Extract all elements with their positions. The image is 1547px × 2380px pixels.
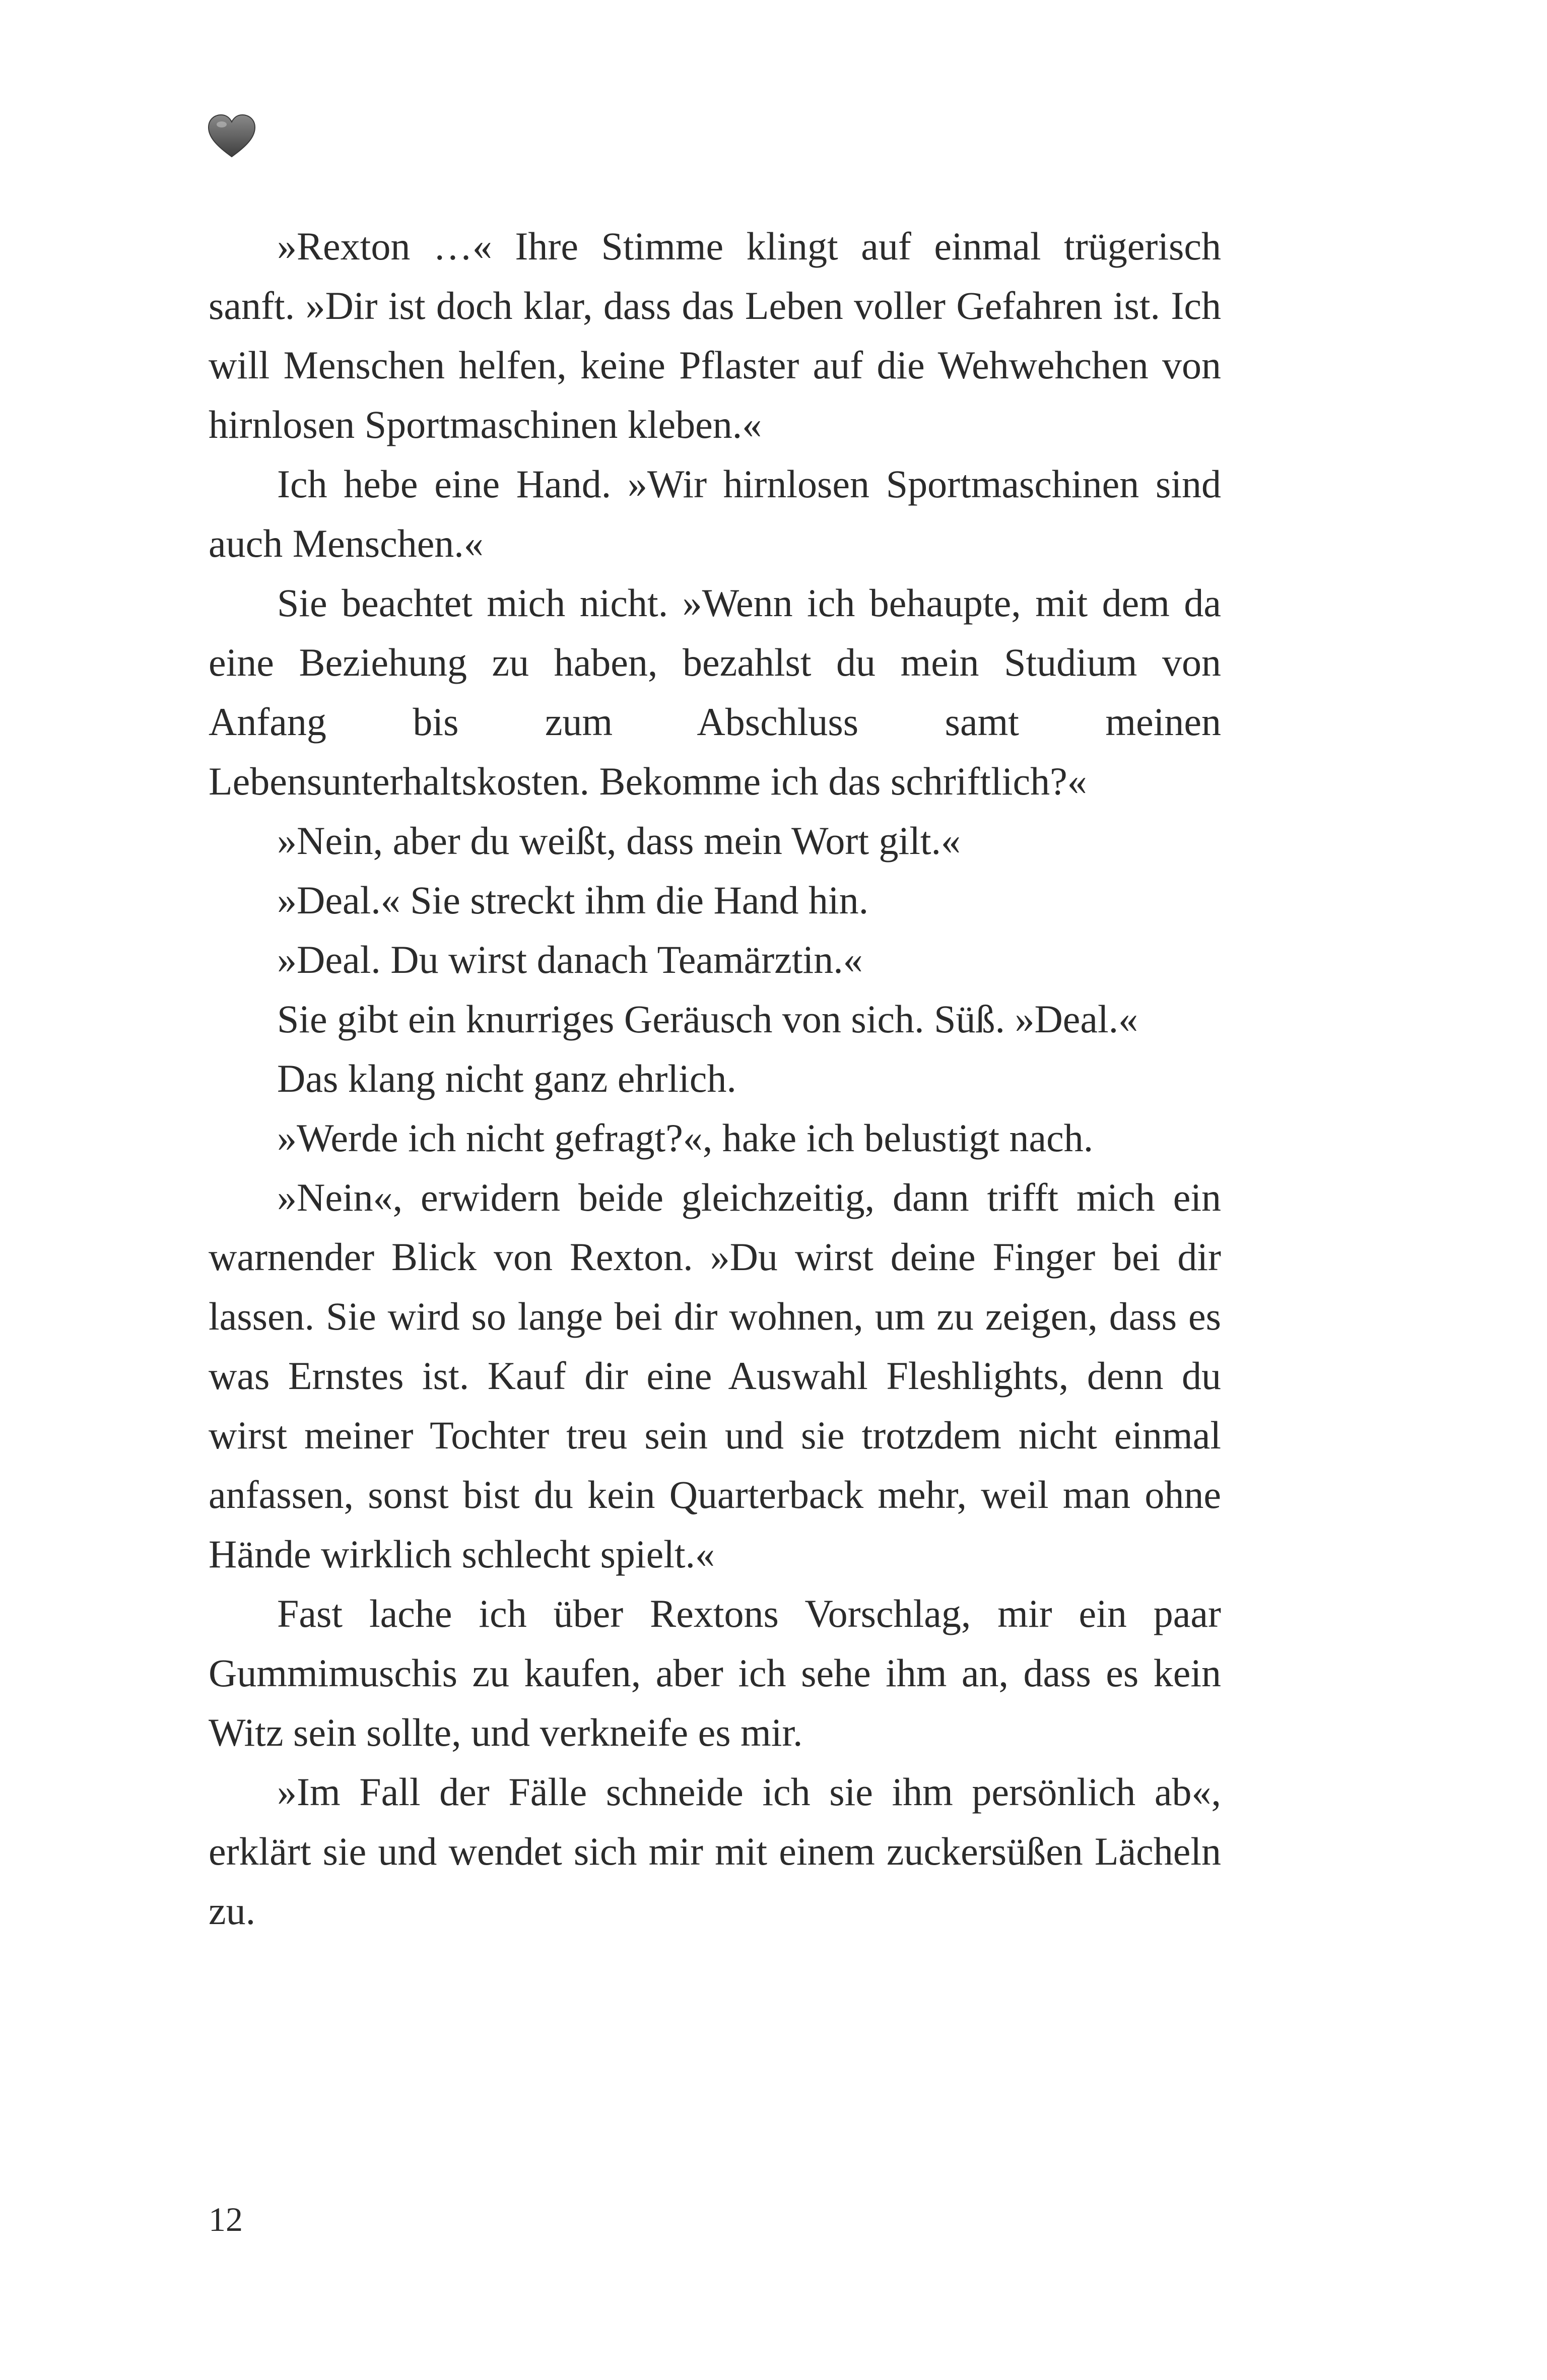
body-text — [209, 217, 1221, 1941]
paragraph: Ich hebe eine Hand. »Wir hirnlosen Sportmaschinen sind auch Menschen.« — [209, 462, 1221, 565]
paragraph: »Nein, aber du weißt, dass mein Wort gilt.« — [277, 819, 961, 863]
paragraph: Sie beachtet mich nicht. »Wenn ich behaupte, mit dem da eine Beziehung zu haben, bezahlst du mein Studium von Anfang bis zum Abschluss samt meinen Lebensunterhaltskosten. Bekomme ich das schriftlich?« — [209, 581, 1221, 803]
paragraph: »Werde ich nicht gefragt?«, hake ich belustigt nach. — [277, 1116, 1094, 1160]
paragraph: Sie gibt ein knurriges Geräusch von sich. Süß. »Deal.« — [277, 997, 1138, 1041]
paragraph: »Nein«, erwidern beide gleichzeitig, dann trifft mich ein warnender Blick von Rexton. »Du wirst deine Finger bei dir lassen. Sie wird so lange bei dir wohnen, um zu zeigen, dass es was Ernstes ist. Kauf dir eine Auswahl Fleshlights, denn du wirst meiner Tochter treu sein und sie trotzdem nicht einmal anfassen, sonst bist du kein Quarterback mehr, weil man ohne Hände wirklich schlecht spielt.« — [209, 1175, 1221, 1576]
paragraph: Das klang nicht ganz ehrlich. — [277, 1056, 736, 1100]
heart-icon — [207, 113, 257, 159]
paragraph: »Im Fall der Fälle schneide ich sie ihm persönlich ab«, erklärt sie und wendet sich mir mit einem zuckersüßen Lächeln zu. — [209, 1770, 1221, 1933]
paragraph: Fast lache ich über Rextons Vorschlag, mir ein paar Gummimuschis zu kaufen, aber ich sehe ihm an, dass es kein Witz sein sollte, und verkneife es mir. — [209, 1592, 1221, 1754]
paragraph: »Deal.« Sie streckt ihm die Hand hin. — [277, 878, 869, 922]
paragraph: »Rexton …« Ihre Stimme klingt auf einmal trügerisch sanft. »Dir ist doch klar, dass das Leben voller Gefahren ist. Ich will Menschen helfen, keine Pflaster auf die Wehwehchen von hirnlosen Sportmaschinen kleben.« — [209, 224, 1221, 446]
page-number: 12 — [209, 2200, 243, 2238]
paragraph: »Deal. Du wirst danach Teamärztin.« — [277, 938, 863, 981]
